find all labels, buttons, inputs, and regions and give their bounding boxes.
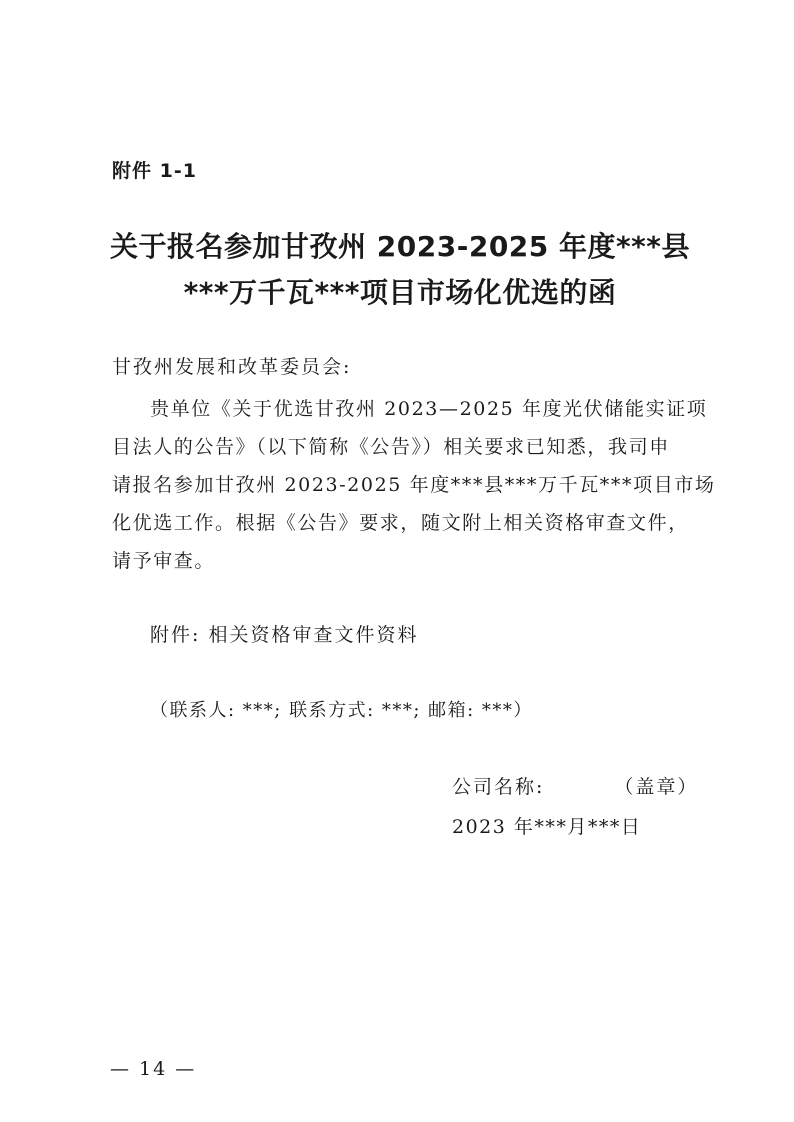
body-paragraph	[112, 390, 716, 580]
attachment-note: 附件: 相关资格审查文件资料	[150, 624, 419, 646]
body-line: 目法人的公告》（以下简称《公告》）相关要求已知悉，我司申	[112, 436, 670, 458]
company-name-label: 公司名称:	[452, 776, 545, 798]
body-line: 化优选工作。根据《公告》要求，随文附上相关资格审查文件，	[112, 512, 689, 534]
page-number: — 14 —	[110, 1058, 197, 1080]
document-title	[100, 224, 700, 316]
attachment-label: 附件 1-1	[112, 160, 197, 182]
body-line: 请予审查。	[112, 550, 216, 572]
company-signature	[452, 772, 698, 799]
signature-date: 2023 年***月***日	[452, 816, 642, 838]
body-line: 贵单位《关于优选甘孜州 2023—2025 年度光伏储能实证项	[150, 398, 708, 420]
contact-info: （联系人: ***; 联系方式: ***; 邮箱: ***）	[150, 700, 533, 721]
stamp-label: （盖章）	[614, 776, 699, 798]
title-line-2: ***万千瓦***项目市场化优选的函	[183, 276, 617, 309]
title-line-1: 关于报名参加甘孜州 2023-2025 年度***县	[110, 230, 690, 263]
body-line: 请报名参加甘孜州 2023-2025 年度***县***万千瓦***项目市场	[112, 474, 716, 496]
recipient-line: 甘孜州发展和改革委员会:	[112, 356, 352, 378]
